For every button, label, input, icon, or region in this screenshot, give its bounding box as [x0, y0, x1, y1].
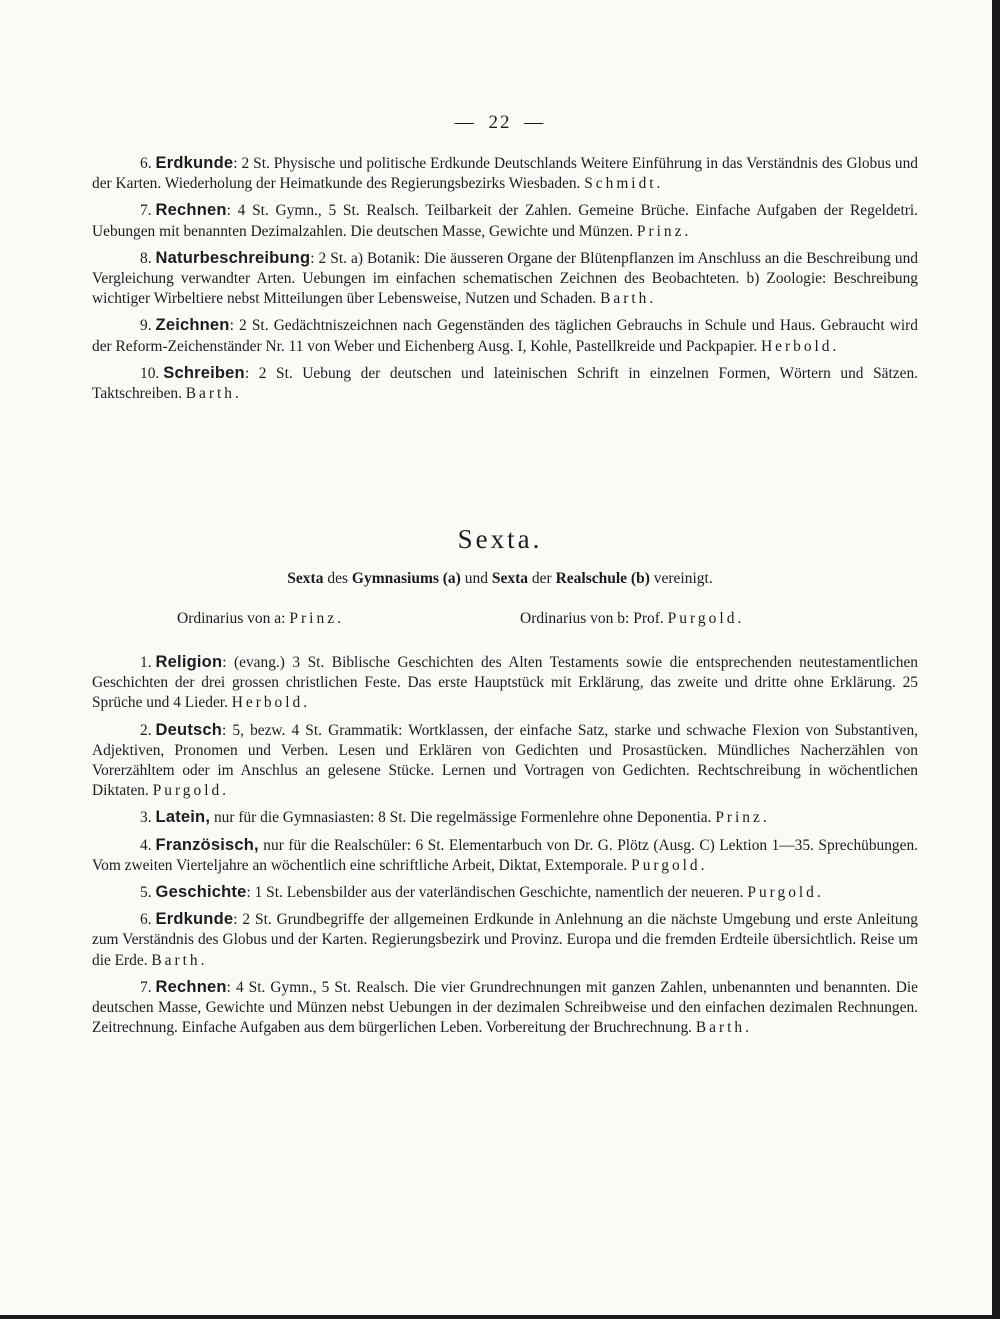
paragraph-erdkunde-upper: 6. Erdkunde: 2 St. Physische und politische Erdkunde Deutschlands Weitere Einführung in das Verständnis des Globus und der Karten. Wiederholung der Heimatkunde des Regierungsbezirks Wiesbaden. Schmidt. — [92, 154, 918, 193]
teacher-name: Prinz. — [289, 610, 344, 627]
subject-heading: Religion — [155, 653, 223, 671]
paragraph-zeichnen: 9. Zeichnen: 2 St. Gedächtniszeichnen nach Gegenständen des täglichen Gebrauchs in Schule und Haus. Gebraucht wird der Reform-Zeichenständer Nr. 11 von Weber und Eichenberg Ausg. I, Kohle, Pastellkreide und Packpapier. Herbold. — [92, 316, 918, 355]
teacher-name: Barth. — [151, 951, 208, 969]
ordinarius-a: Ordinarius von a: Prinz. — [177, 610, 344, 627]
paragraph-latein: 3. Latein, nur für die Gymnasiasten: 8 St. Die regelmässige Formenlehre ohne Deponentia. Prinz. — [140, 808, 770, 827]
top-section — [92, 153, 918, 410]
teacher-name: Barth. — [600, 290, 657, 308]
subject-heading: Latein, — [155, 808, 211, 827]
page-number-value: 22 — [488, 112, 512, 133]
paragraph-naturbeschreibung: 8. Naturbeschreibung: 2 St. a) Botanik: Die äusseren Organe der Blütenpflanzen im Anschluss an die Beschreibung und Vergleichung verwandter Arten. Uebungen im einfachen schematischen Zeichnen des Beobachteten. b) Zoologie: Beschreibung wichtiger Wirbeltiere nebst Mitteilungen über Lebensweise, Nutzen und Schaden. Barth. — [92, 248, 918, 308]
scan-border-right — [992, 0, 1000, 1319]
teacher-name: Prinz. — [715, 809, 770, 827]
teacher-name: Purgold. — [747, 884, 824, 902]
subject-heading: Rechnen — [155, 977, 227, 996]
paragraph-franzoesisch: 4. Französisch, nur für die Realschüler: 6 St. Elementarbuch von Dr. G. Plötz (Ausg. C) Lektion 1—35. Sprechübungen. Vom zweiten Vierteljahre an wöchentlich eine schriftliche Arbeit, Diktat, Extemporale. Purgold. — [92, 835, 918, 874]
teacher-name: Purgold. — [631, 856, 708, 874]
teacher-name: Prinz. — [636, 222, 692, 240]
sexta-subjects — [92, 652, 918, 1044]
subject-heading: Erdkunde — [155, 154, 234, 172]
paragraph-schreiben: 10. Schreiben: 2 St. Uebung der deutschen und lateinischen Schrift in einzelnen Formen, Wörtern und Sätzen. Taktschreiben. Barth. — [92, 363, 918, 403]
paragraph-rechnen-upper: 7. Rechnen: 4 St. Gymn., 5 St. Realsch. Teilbarkeit der Zahlen. Gemeine Brüche. Einfache Aufgaben der Regeldetri. Uebungen mit benannten Dezimalzahlen. Die deutschen Masse, Gewichte und Münzen. Prinz. — [92, 201, 918, 240]
teacher-name: Herbold. — [231, 694, 311, 712]
section-subtitle: Sexta des Gymnasiums (a) und Sexta der Realschule (b) vereinigt. — [287, 570, 713, 587]
paragraph-erdkunde: 6. Erdkunde: 2 St. Grundbegriffe der allgemeinen Erdkunde in Anlehnung an die nächste Umgebung und erste Anleitung zum Verständnis des Globus und der Karten. Regierungsbezirk und Provinz. Europa und die fremden Erdteile übersichtlich. Reise um die Erde. Barth. — [92, 910, 918, 969]
subject-heading: Geschichte — [155, 883, 247, 902]
subject-heading: Zeichnen — [155, 316, 230, 335]
subject-heading: Erdkunde — [155, 910, 234, 929]
paragraph-deutsch: 2. Deutsch: 5, bezw. 4 St. Grammatik: Wortklassen, der einfache Satz, starke und schwache Flexion von Substantiven, Adjektiven, Pronomen und Verben. Lesen und Erklären von Gedichten und Prosastücken. Mündliches Nacherzählen von Vorerzähltem oder im Anschlus an gelesene Stücke. Lernen und Vortragen von Gedichten. Rechtschreibung in wöchentlichen Diktaten. Purgold. — [92, 720, 918, 800]
ordinarius-line — [0, 610, 1000, 634]
subject-heading: Naturbeschreibung — [155, 248, 311, 267]
paragraph-rechnen: 7. Rechnen: 4 St. Gymn., 5 St. Realsch. Die vier Grundrechnungen mit ganzen Zahlen, unbenannten und benannten. Die deutschen Masse, Gewichte und Münzen nebst Uebungen in der dezimalen Schreibweise und den einfachen dezimalen Rechnungen. Zeitrechnung. Einfache Aufgaben aus dem bürgerlichen Leben. Vorbereitung der Bruchrechnung. Barth. — [92, 977, 918, 1037]
teacher-name: Purgold. — [667, 610, 745, 627]
subject-heading: Französisch, — [155, 835, 259, 854]
paragraph-geschichte: 5. Geschichte: 1 St. Lebensbilder aus der vaterländischen Geschichte, namentlich der neueren. Purgold. — [140, 883, 824, 902]
teacher-name: Schmidt. — [584, 175, 664, 193]
subject-heading: Deutsch — [155, 720, 223, 739]
scan-border-bottom — [0, 1315, 1000, 1319]
teacher-name: Purgold. — [152, 782, 230, 800]
teacher-name: Herbold. — [761, 337, 840, 355]
teacher-name: Barth. — [695, 1019, 752, 1037]
section-title-sexta: Sexta. — [457, 524, 543, 554]
teacher-name: Barth. — [185, 385, 242, 403]
paragraph-religion: 1. Religion: (evang.) 3 St. Biblische Geschichten des Alten Testaments sowie die entsprechenden neutestamentlichen Geschichten der drei grossen christlichen Feste. Das erste Hauptstück mit Erklärung, das zweite und dritte ohne Erklärung. 25 Sprüche und 4 Lieder. Herbold. — [92, 653, 918, 712]
subject-heading: Rechnen — [155, 201, 227, 220]
subject-heading: Schreiben — [163, 363, 245, 382]
ordinarius-b: Ordinarius von b: Prof. Purgold. — [520, 610, 745, 627]
page-number: — 22 — — [454, 112, 546, 133]
